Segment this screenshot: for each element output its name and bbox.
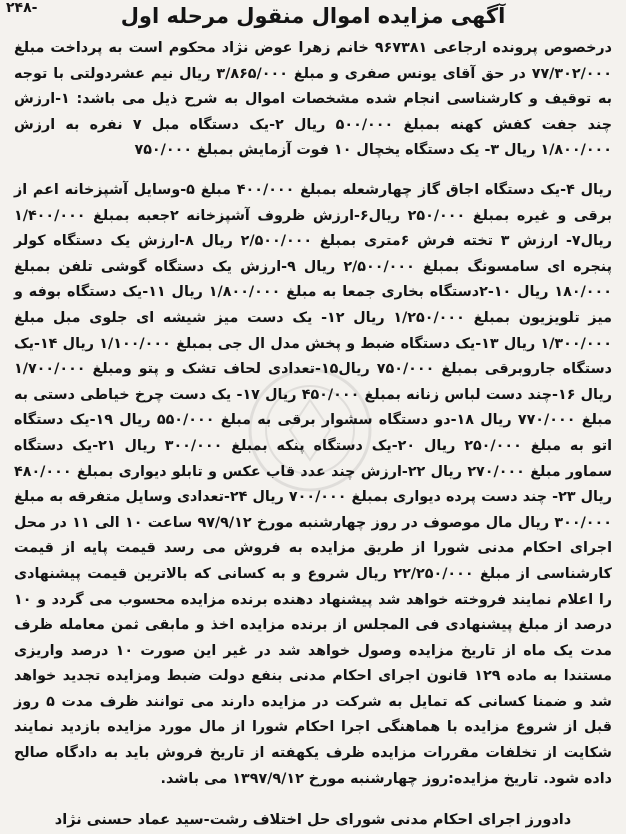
ad-paragraph-intro: درخصوص پرونده ارجاعی ۹۶۷۳۸۱ خانم زهرا عوض نژاد محکوم است به پرداخت مبلغ ۷۷/۳۰۲/۰۰۰ در حق آقای یونس صفری و مبلغ ۳/۸۶۵/۰۰۰ ریال نیم عشردولتی با توجه به توقیف و کارشناسی انجام شده مشخصات اموال به شرح ذیل می باشد: ۱-ارزش چند جفت کفش کهنه بمبلغ ۵۰۰/۰۰۰ ریال ۲-یک دستگاه مبل ۷ نفره به ارزش ۱/۸۰۰/۰۰۰ ریال ۳- یک دستگاه یخچال ۱۰ فوت آزمایش بمبلغ ۷۵۰/۰۰۰ <box>14 40 613 159</box>
page-number: ۲۴۸- <box>6 0 38 16</box>
signature-line: دادورز اجرای احکام مدنی شورای حل اختلاف رشت-سید عماد حسنی نژاد <box>54 812 572 828</box>
ad-paragraph-items: ریال ۴-یک دستگاه اجاق گاز چهارشعله بمبلغ ۴۰۰/۰۰۰ مبلغ ۵-وسایل آشپزخانه اعم از برقی و غیره بمبلغ ۲۵۰/۰۰۰ ریال۶-ارزش ظروف آشپزخانه ۲جعبه بمبلغ ۱/۴۰۰/۰۰۰ ریال۷- ارزش ۳ تخته فرش ۶متری بمبلغ ۲/۵۰۰/۰۰۰ ریال ۸-ارزش یک دستگاه کولر پنجره ای سامسونگ بمبلغ ۲/۵۰۰/۰۰۰ ریال ۹-ارزش یک دستگاه گوشی تلفن بمبلغ ۱۸۰/۰۰۰ ریال ۱۰-۲دستگاه بخاری جمعا به مبلغ ۱/۸۰۰/۰۰۰ ریال ۱۱-یک دستگاه بوفه و میز تلویزیون بمبلغ ۱/۲۵۰/۰۰۰ ریال ۱۲- یک دست میز شیشه ای جلوی مبل مبلغ ۱/۳۰۰/۰۰۰ ریال ۱۳-یک دستگاه ضبط و پخش مدل ال جی بمبلغ ۱/۱۰۰/۰۰۰ ریال ۱۴-یک دستگاه جاروبرقی بمبلغ ۷۵۰/۰۰۰ ریال۱۵-تعدادی لحاف تشک و پتو ومبلغ ۱/۷۰۰/۰۰۰ ریال ۱۶-چند دست لباس زنانه بمبلغ ۴۵۰/۰۰۰ ریال ۱۷- یک دست چرخ خیاطی دستی به مبلغ ۷۷۰/۰۰۰ ریال ۱۸-دو دستگاه سشوار برقی به مبلغ ۵۵۰/۰۰۰ ریال ۱۹-یک دستگاه اتو به مبلغ ۲۵۰/۰۰۰ ریال ۲۰-یک دستگاه پنکه بمبلغ ۳۰۰/۰۰۰ ریال ۲۱-یک دستگاه سماور مبلغ ۲۷۰/۰۰۰ ریال ۲۲-ارزش چند عدد قاب عکس و تابلو دیواری بمبلغ ۴۸۰/۰۰۰ ریال ۲۳- چند دست پرده دیواری بمبلغ ۷۰۰/۰۰۰ ریال ۲۴-تعدادی وسایل متفرقه به مبلغ ۳۰۰/۰۰۰ ریال مال موصوف در روز چهارشنبه مورخ ۹۷/۹/۱۲ ساعت ۱۰ الی ۱۱ در محل اجرای احکام مدنی شورا از طریق مزایده به فروش می رسد قیمت پایه از قیمت کارشناسی از مبلغ ۲۲/۲۵۰/۰۰۰ ریال شروع و به کسانی که بالاترین قیمت پیشنهادی را اعلام نمایند فروخته خواهد شد پیشنهاد دهنده برنده مزایده محسوب می گردد و ۱۰ درصد از مبلغ پیشنهادی فی المجلس از برنده مزایده اخذ و مابقی ثمن معامله ظرف مدت یک ماه از تاریخ مزایده وصول خواهد شد در غیر این صورت ۱۰ درصد واریزی مستندا به ماده ۱۲۹ قانون اجرای احکام مدنی بنفع دولت ضبط ومزایده تجدید خواهد شد و ضمنا کسانی که تمایل به شرکت در مزایده دارند می توانند ظرف مدت ۵ روز قبل از شروع مزایده با هماهنگی اجرا احکام شورا از مال مورد مزایده بازدید نمایند شکایت از تخلفات مقررات مزایده ظرف یکهفته از تاریخ فروش باید به دادگاه صالح داده شود. تاریخ مزایده:روز چهارشنبه مورخ ۱۳۹۷/۹/۱۲ می باشد. <box>14 182 613 787</box>
ad-title: آگهی مزایده اموال منقول مرحله اول <box>120 4 506 28</box>
